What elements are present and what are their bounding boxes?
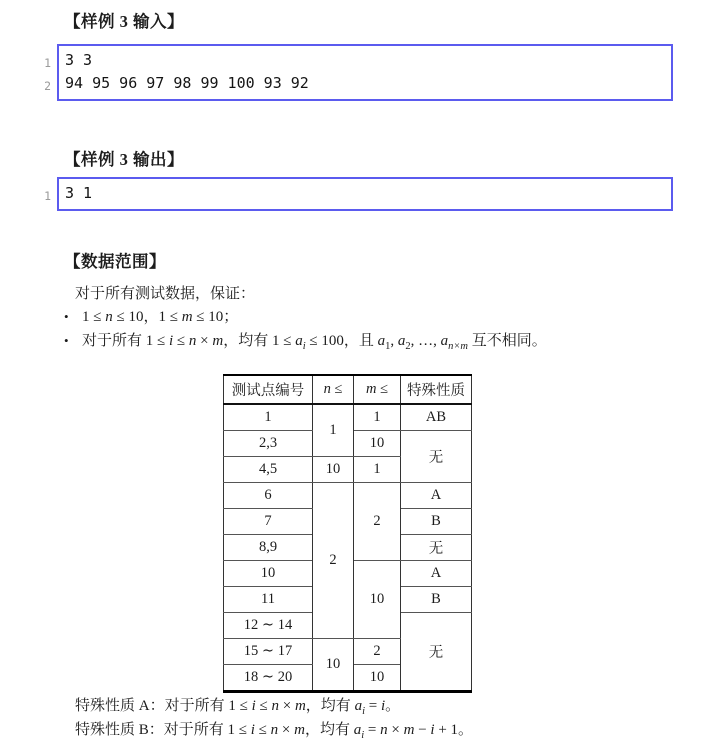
text: × xyxy=(196,333,213,349)
code-line: 94 95 96 97 98 99 100 93 92 xyxy=(65,74,309,92)
table-row xyxy=(224,483,472,509)
text: 10 xyxy=(260,565,276,581)
constraint-bullet xyxy=(64,329,547,353)
text: 15 ∼ 17 xyxy=(243,643,293,659)
line-number: 2 xyxy=(44,79,51,93)
table-cell xyxy=(401,587,472,613)
text: B xyxy=(431,513,441,529)
table-row xyxy=(224,404,472,431)
table-cell xyxy=(313,483,354,639)
text: − xyxy=(414,722,431,738)
table-cell xyxy=(224,431,313,457)
table-cell xyxy=(224,535,313,561)
table-cell xyxy=(354,404,401,431)
table-cell xyxy=(224,561,313,587)
text: ，均有 xyxy=(305,698,355,714)
table-cell xyxy=(224,483,313,509)
math-text: i xyxy=(430,722,435,738)
text: = xyxy=(364,722,381,738)
text: ≤ xyxy=(254,722,271,738)
math-text: i xyxy=(251,698,256,714)
bullet-icon: • xyxy=(64,309,69,324)
code-line: 3 3 xyxy=(65,51,93,69)
table-cell xyxy=(313,404,354,457)
math-text: i xyxy=(302,341,306,352)
math-text: a xyxy=(440,333,449,349)
sample-output-code-block xyxy=(30,177,673,211)
table-cell xyxy=(224,509,313,535)
text: 10 xyxy=(369,435,385,451)
column-header xyxy=(224,375,313,404)
text: AB xyxy=(425,409,447,425)
math-text: a xyxy=(377,333,386,349)
table-cell xyxy=(401,404,472,431)
table-cell xyxy=(313,457,354,483)
text: 2,3 xyxy=(258,435,278,451)
text: 10 xyxy=(325,656,341,672)
text: ≤ xyxy=(330,381,343,397)
text: 10 xyxy=(325,461,341,477)
table-cell xyxy=(401,483,472,509)
text: A xyxy=(430,565,442,581)
data-range-heading: 【数据范围】 xyxy=(64,252,166,271)
math-text: m xyxy=(365,381,377,397)
constraint-text xyxy=(82,305,238,329)
table-cell xyxy=(224,665,313,692)
text: ≤ xyxy=(173,333,189,349)
math-text: a xyxy=(354,698,363,714)
math-text: m xyxy=(403,722,415,738)
math-text: a xyxy=(295,333,303,349)
table-cell xyxy=(313,639,354,692)
table-cell xyxy=(354,483,401,561)
constraint-table-wrap xyxy=(223,374,472,693)
math-text: i xyxy=(361,730,365,741)
math-text: i xyxy=(380,698,386,714)
math-text: n xyxy=(323,381,331,397)
line-number: 1 xyxy=(44,56,51,70)
constraint-bullet xyxy=(64,305,547,329)
text: = xyxy=(364,698,381,714)
special-property-notes xyxy=(75,694,473,742)
table-cell xyxy=(354,665,401,692)
table-cell xyxy=(224,613,313,639)
text: 特殊性质 B：对于所有 1 ≤ xyxy=(75,722,251,738)
special-property-b xyxy=(75,718,473,742)
text: 7 xyxy=(264,513,272,529)
line-number: 1 xyxy=(44,189,51,203)
constraint-bullet-list xyxy=(64,305,547,353)
text: 对于所有 1 ≤ xyxy=(82,333,169,349)
text: 1 xyxy=(264,409,272,425)
text: 18 ∼ 20 xyxy=(243,669,293,685)
text: ，均有 xyxy=(304,722,354,738)
text: 2 xyxy=(405,341,411,352)
text: 测试点编号 xyxy=(231,383,305,399)
table-cell xyxy=(224,639,313,665)
math-text: i xyxy=(362,706,365,717)
text: × xyxy=(278,698,295,714)
text: 1 xyxy=(385,341,391,352)
table-cell xyxy=(354,431,401,457)
line-number-gutter xyxy=(30,177,57,211)
math-text: n xyxy=(105,309,113,325)
text: 1 xyxy=(373,461,381,477)
text: × xyxy=(278,722,295,738)
text: ，均有 1 ≤ xyxy=(223,333,296,349)
math-text: i xyxy=(168,333,174,349)
math-text: m xyxy=(181,309,193,325)
text: ≤ xyxy=(255,698,272,714)
text: ≤ 10，1 ≤ xyxy=(112,309,182,325)
text: 无 xyxy=(428,645,444,661)
table-cell xyxy=(224,457,313,483)
table-cell xyxy=(401,561,472,587)
column-header xyxy=(354,375,401,404)
data-range-intro: 对于所有测试数据，保证： xyxy=(75,286,256,302)
math-text: n×m xyxy=(448,341,469,352)
text: 12 ∼ 14 xyxy=(243,617,293,633)
code-line: 3 1 xyxy=(65,184,93,202)
text: 无 xyxy=(428,450,444,466)
column-header xyxy=(401,375,472,404)
sample-input-code-block xyxy=(30,44,673,101)
text: ≤ 100，且 xyxy=(305,333,378,349)
text: B xyxy=(431,591,441,607)
math-text: a xyxy=(353,722,362,738)
bullet-icon: • xyxy=(64,333,69,348)
math-text: m xyxy=(294,698,306,714)
text: 2 xyxy=(373,643,381,659)
text: 1 ≤ xyxy=(82,309,106,325)
table-cell xyxy=(354,639,401,665)
text: ≤ xyxy=(376,381,389,397)
text: 无 xyxy=(428,541,444,557)
table-cell xyxy=(224,587,313,613)
table-cell xyxy=(401,509,472,535)
table-cell xyxy=(224,404,313,431)
text: 2 xyxy=(373,513,381,529)
text: 。 xyxy=(385,698,401,714)
text: , …, xyxy=(410,333,441,349)
text: 10 xyxy=(369,591,385,607)
line-number-gutter xyxy=(30,44,57,101)
table-cell xyxy=(401,431,472,483)
table-cell xyxy=(354,457,401,483)
text: A xyxy=(430,487,442,503)
math-text: n xyxy=(188,333,197,349)
math-text: n xyxy=(270,722,279,738)
text: 特殊性质 A：对于所有 1 ≤ xyxy=(75,698,252,714)
sample-output-heading: 【样例 3 输出】 xyxy=(64,150,184,169)
math-text: n xyxy=(380,722,388,738)
math-text: m xyxy=(212,333,224,349)
math-text: i xyxy=(250,722,255,738)
text: 1 xyxy=(373,409,381,425)
code-box xyxy=(57,44,673,101)
table-cell xyxy=(401,535,472,561)
text: 2 xyxy=(329,552,337,568)
constraint-table xyxy=(223,374,472,693)
text: 8,9 xyxy=(258,539,278,555)
sample-input-heading: 【样例 3 输入】 xyxy=(64,12,184,31)
table-cell xyxy=(354,561,401,639)
constraint-text xyxy=(82,329,547,353)
text: 6 xyxy=(264,487,272,503)
text: 11 xyxy=(261,591,275,607)
table-cell xyxy=(401,613,472,692)
text: , xyxy=(390,333,398,349)
math-text: m xyxy=(294,722,305,738)
math-text: a xyxy=(397,333,406,349)
code-box xyxy=(57,177,673,211)
text: 1 xyxy=(329,422,337,438)
text: × xyxy=(387,722,404,738)
text: 特殊性质 xyxy=(407,383,465,399)
text: + 1。 xyxy=(434,722,474,738)
text: ≤ 10； xyxy=(192,309,239,325)
math-text: n xyxy=(271,698,279,714)
text: 互不相同。 xyxy=(468,333,547,349)
special-property-a xyxy=(75,694,473,718)
text: 4,5 xyxy=(258,461,278,477)
text: 10 xyxy=(369,669,385,685)
column-header xyxy=(313,375,354,404)
